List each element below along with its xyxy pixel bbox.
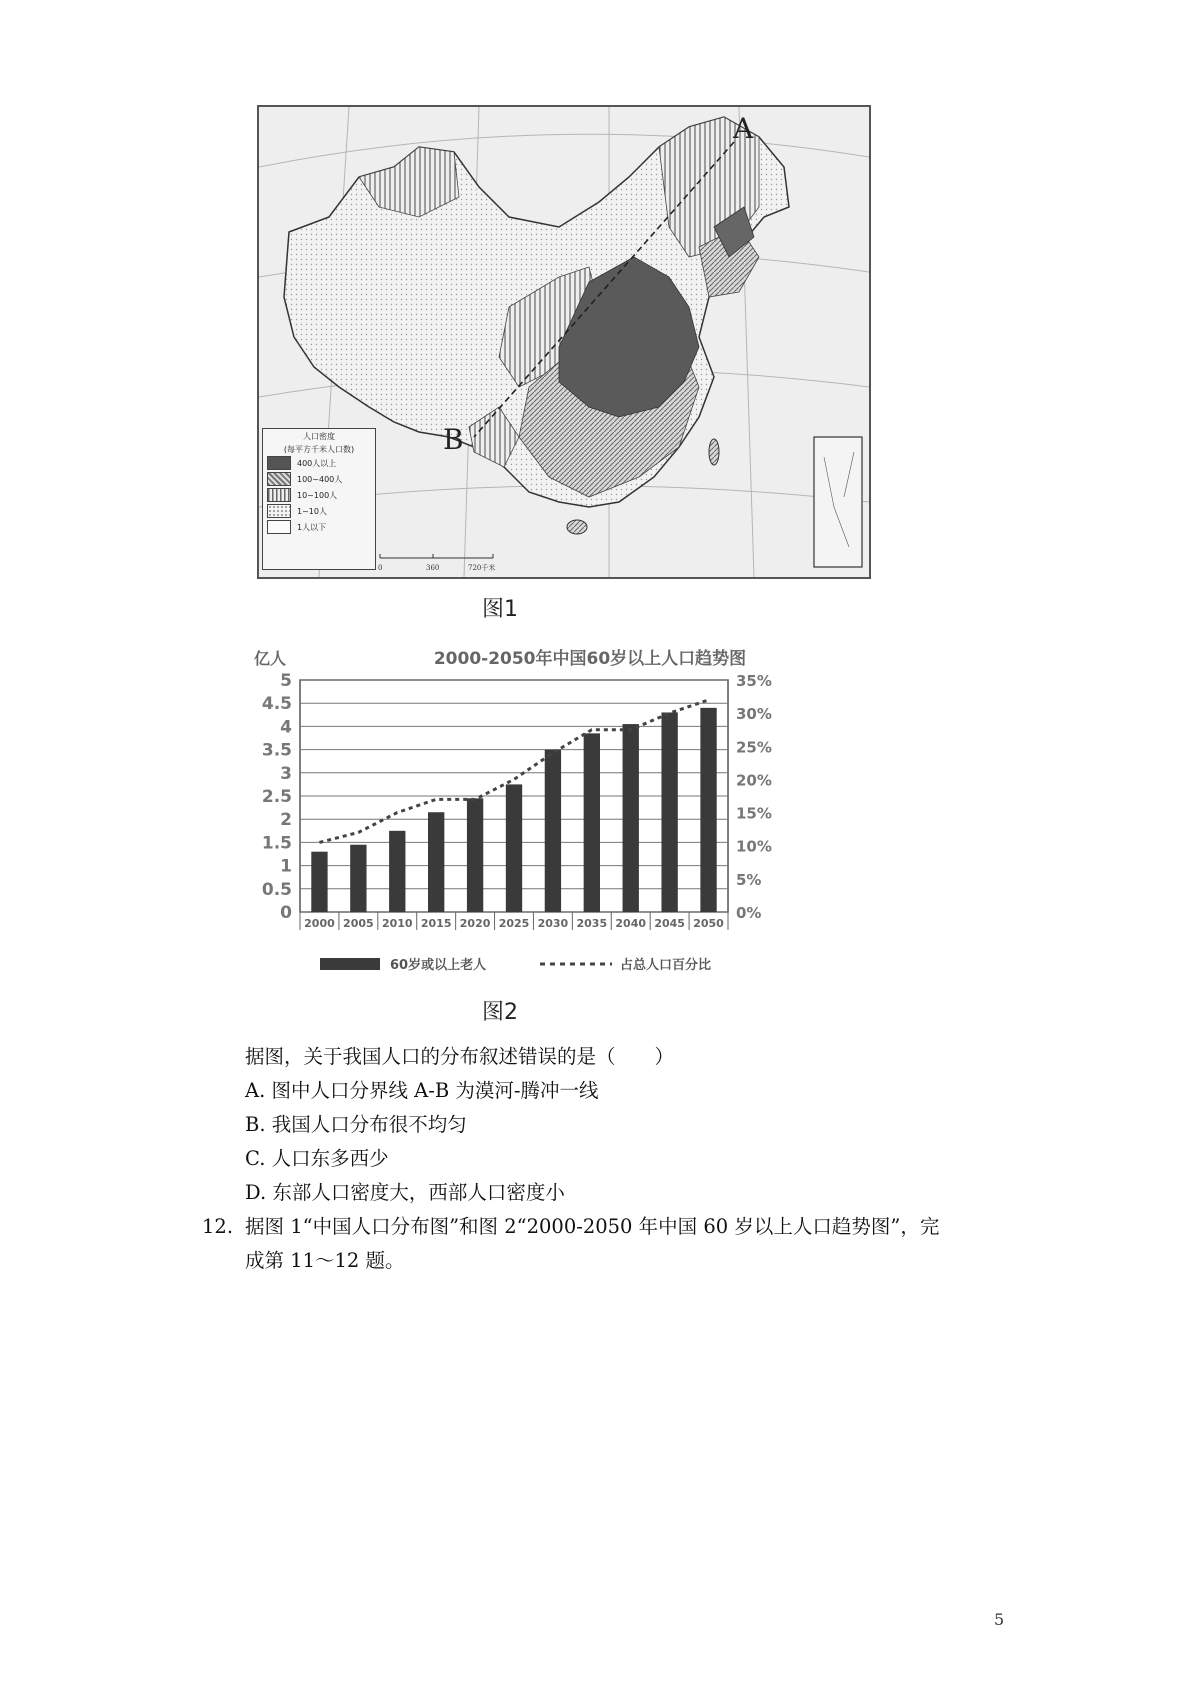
map-legend — [262, 428, 376, 570]
y-tick-label: 0.5 — [261, 879, 292, 900]
legend-label: 1人以下 — [297, 522, 327, 532]
legend-swatch — [267, 488, 291, 502]
legend-bar-label: 60岁或以上老人 — [390, 958, 487, 973]
x-tick-label: 2025 — [498, 917, 530, 930]
chart-svg — [240, 640, 880, 985]
chart-title: 2000-2050年中国60岁以上人口趋势图 — [433, 649, 747, 669]
x-tick-label: 2035 — [576, 917, 608, 930]
bar — [623, 724, 639, 912]
y-tick-label: 3.5 — [261, 740, 292, 761]
map-point-b-label: B — [443, 423, 464, 456]
y-tick-label: 4 — [280, 717, 292, 738]
x-tick-label: 2045 — [654, 917, 685, 930]
map-point-a-label: A — [733, 112, 754, 145]
option-d: D. 东部人口密度大，西部人口密度小 — [245, 1181, 565, 1204]
legend-label: 10~100人 — [297, 490, 338, 500]
y-tick-label: 0 — [280, 903, 292, 923]
y-tick-label: 2.5 — [261, 787, 292, 807]
y2-tick-label: 20% — [736, 771, 772, 790]
map-scale-bar — [378, 550, 498, 572]
legend-label: 1~10人 — [297, 506, 327, 516]
y-tick-label: 2 — [280, 810, 292, 831]
y-tick-label: 5 — [280, 671, 292, 691]
y-tick-label: 3 — [280, 763, 292, 784]
legend-subtitle: (每平方千米人口数) — [283, 445, 355, 454]
bar — [428, 812, 444, 912]
legend-item — [267, 503, 375, 519]
x-tick-label: 2010 — [381, 917, 413, 930]
legend-label: 400人以上 — [297, 458, 337, 468]
page-number: 5 — [994, 1610, 1005, 1629]
bar — [584, 733, 600, 912]
legend-label: 100~400人 — [297, 474, 343, 484]
y2-tick-label: 15% — [736, 804, 772, 823]
y2-tick-label: 10% — [736, 837, 772, 856]
question-stem: 据图，关于我国人口的分布叙述错误的是（ ） — [245, 1045, 675, 1068]
bar — [389, 831, 405, 912]
question-12-line2: 成第 11～12 题。 — [245, 1249, 405, 1272]
chart-legend — [320, 957, 711, 973]
bar — [700, 708, 716, 912]
y-tick-label: 1 — [280, 856, 292, 877]
legend-title: 人口密度 — [303, 432, 335, 441]
x-tick-label: 2000 — [304, 917, 335, 930]
option-c: C. 人口东多西少 — [245, 1147, 389, 1170]
option-a: A. 图中人口分界线 A-B 为漠河-腾冲一线 — [245, 1079, 599, 1102]
figure1-caption: 图1 — [482, 597, 518, 622]
y2-tick-label: 0% — [736, 904, 762, 922]
x-tick-label: 2015 — [420, 917, 452, 930]
question-12-number: 12. — [202, 1215, 234, 1238]
legend-line-label: 占总人口百分比 — [620, 958, 712, 973]
y-tick-label: 1.5 — [261, 833, 292, 854]
legend-item — [267, 455, 375, 471]
chart-bars — [311, 708, 716, 912]
x-tick-label: 2020 — [459, 917, 491, 930]
option-b: B. 我国人口分布很不均匀 — [245, 1113, 467, 1136]
y2-tick-label: 5% — [736, 870, 762, 889]
legend-swatch — [267, 520, 291, 534]
legend-swatch — [267, 472, 291, 486]
bar — [467, 798, 483, 912]
legend-bar-swatch — [320, 958, 380, 970]
question-12-line1: 据图 1“中国人口分布图”和图 2“2000-2050 年中国 60 岁以上人口趋势图”，完 — [245, 1215, 940, 1238]
x-tick-label: 2030 — [537, 917, 569, 930]
scale-bar-graphic — [378, 550, 498, 572]
x-tick-label: 2050 — [693, 917, 724, 930]
chart-y-axis-label: 亿人 — [254, 649, 287, 668]
bar — [311, 852, 327, 912]
y2-tick-label: 30% — [736, 705, 772, 724]
bar — [350, 845, 366, 912]
legend-swatch — [267, 456, 291, 470]
y2-tick-label: 25% — [736, 738, 772, 757]
bar — [506, 784, 522, 912]
bar — [661, 712, 677, 912]
scale-end: 720千米 — [468, 564, 496, 572]
figure2-caption: 图2 — [482, 1000, 518, 1025]
bar — [545, 750, 561, 912]
x-tick-label: 2005 — [343, 917, 374, 930]
legend-swatch — [267, 504, 291, 518]
scale-zero: 0 — [378, 564, 383, 572]
legend-item — [267, 471, 375, 487]
legend-item — [267, 519, 375, 535]
population-trend-chart — [240, 640, 880, 985]
legend-item — [267, 487, 375, 503]
y2-tick-label: 35% — [736, 672, 772, 690]
x-tick-label: 2040 — [615, 917, 647, 930]
y-tick-label: 4.5 — [261, 694, 292, 715]
scale-mid: 360 — [426, 564, 440, 572]
